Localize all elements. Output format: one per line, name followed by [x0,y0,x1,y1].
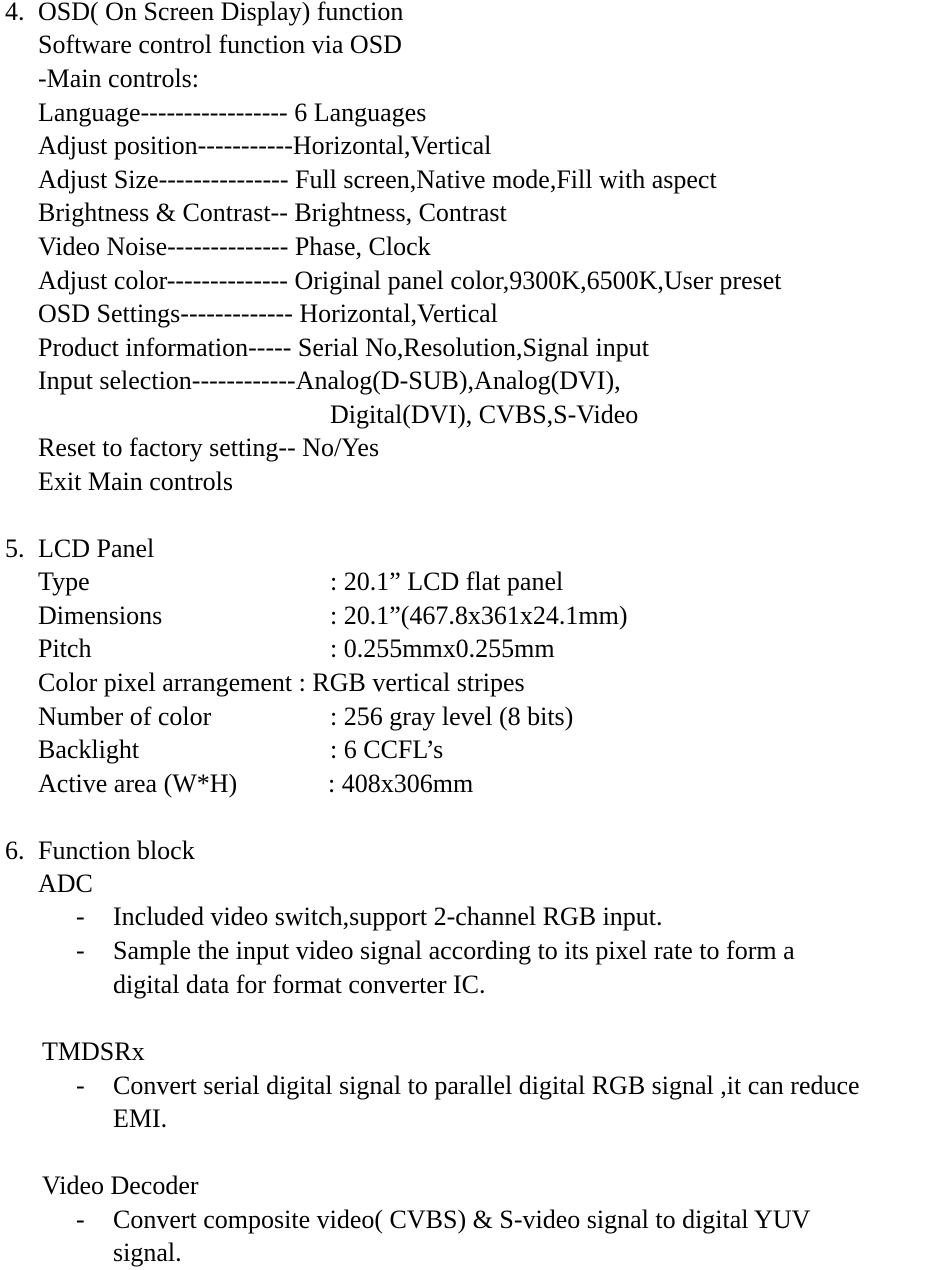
video-decoder-bullet-1-text: Convert composite video( CVBS) & S-video signal to digital YUV [113,1205,811,1234]
adc-bullet-2-text: Sample the input video signal according to its pixel rate to form a [113,936,795,965]
spec-label-active-area: Active area (W*H) [38,769,238,798]
adc-bullet-1-text: Included video switch,support 2-channel RGB input. [113,902,663,931]
osd-item-exit: Exit Main controls [38,467,233,496]
spec-label-backlight: Backlight [38,735,140,764]
spec-label-pitch: Pitch [38,634,92,663]
osd-item-language: Language----------------- 6 Languages [38,98,427,127]
spec-label-type: Type [38,567,90,596]
osd-item-osd-settings: OSD Settings------------- Horizontal,Vertical [38,299,498,328]
osd-item-input-selection-continued: Digital(DVI), CVBS,S-Video [330,400,639,429]
tmds-bullet-1-text: Convert serial digital signal to parallel digital RGB signal ,it can reduce [113,1071,860,1100]
osd-item-video-noise: Video Noise-------------- Phase, Clock [38,232,431,261]
osd-intro-line: Software control function via OSD [38,30,402,59]
section-6-title: Function block [38,836,195,865]
adc-bullet-2-text-continued: digital data for format converter IC. [113,970,486,999]
spec-value-pitch: : 0.255mmx0.255mm [330,634,555,663]
video-decoder-bullet-1-dash: - [76,1205,85,1234]
spec-value-number-of-color: : 256 gray level (8 bits) [330,702,574,731]
spec-value-dimensions: : 20.1”(467.8x361x24.1mm) [330,601,628,630]
section-4-number: 4. [5,0,25,26]
tmds-heading: TMDSRx [42,1037,145,1066]
section-6-number: 6. [5,836,25,865]
spec-label-number-of-color: Number of color [38,702,212,731]
tmds-bullet-1-dash: - [76,1071,85,1100]
spec-label-dimensions: Dimensions [38,601,163,630]
tmds-bullet-1-text-continued: EMI. [113,1104,168,1133]
section-5-number: 5. [5,534,25,563]
spec-color-pixel-arrangement: Color pixel arrangement : RGB vertical stripes [38,668,525,697]
osd-item-input-selection: Input selection------------Analog(D-SUB),Analog(DVI), [38,366,621,395]
video-decoder-heading: Video Decoder [42,1171,199,1200]
video-decoder-bullet-1-text-continued: signal. [113,1238,182,1267]
section-4-title: OSD( On Screen Display) function [38,0,404,26]
section-5-title: LCD Panel [38,534,155,563]
adc-bullet-2-dash: - [76,936,85,965]
main-controls-heading: -Main controls: [38,64,200,93]
osd-item-brightness-contrast: Brightness & Contrast-- Brightness, Contrast [38,198,507,227]
spec-value-type: : 20.1” LCD flat panel [330,567,564,596]
osd-item-adjust-position: Adjust position-----------Horizontal,Vertical [38,131,492,160]
adc-heading: ADC [38,869,93,898]
spec-value-backlight: : 6 CCFL’s [330,735,444,764]
osd-item-adjust-size: Adjust Size--------------- Full screen,Native mode,Fill with aspect [38,165,717,194]
adc-bullet-1-dash: - [76,902,85,931]
osd-item-product-information: Product information----- Serial No,Resolution,Signal input [38,333,649,362]
osd-item-reset: Reset to factory setting-- No/Yes [38,433,380,462]
spec-value-active-area: : 408x306mm [328,769,474,798]
osd-item-adjust-color: Adjust color-------------- Original panel color,9300K,6500K,User preset [38,266,782,295]
